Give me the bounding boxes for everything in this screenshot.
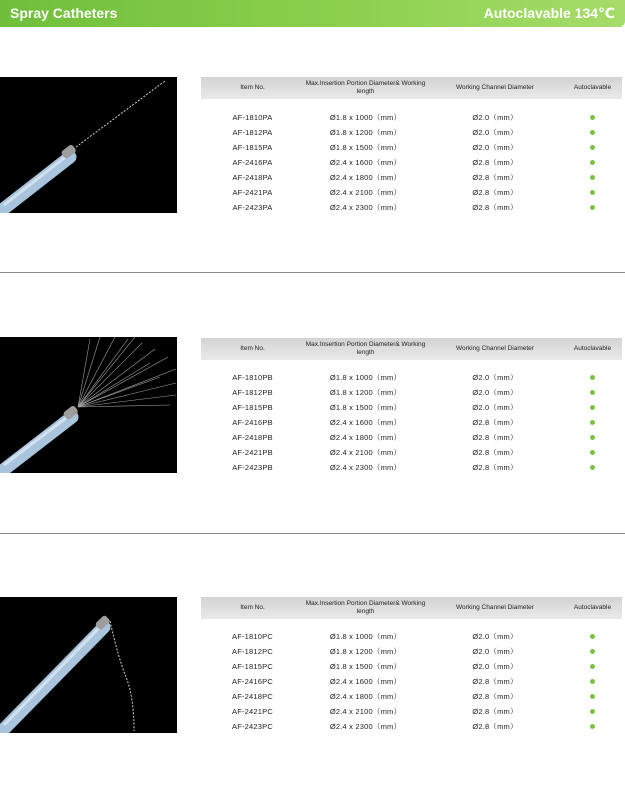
- table-row: [201, 674, 622, 689]
- item-no-cell: AF-2421PC: [232, 707, 273, 716]
- channel-cell: Ø2.8（mm）: [472, 433, 518, 442]
- item-no-cell: AF-1815PC: [232, 662, 273, 671]
- autoclavable-dot-icon: [590, 130, 595, 135]
- item-no-cell: AF-1810PC: [232, 632, 273, 641]
- header-bar: [0, 0, 625, 27]
- item-no-cell: AF-2416PB: [232, 418, 273, 427]
- table-row: [201, 704, 622, 719]
- diameter-cell: Ø2.4 x 2300（mm）: [329, 203, 402, 212]
- autoclavable-dot-icon: [590, 694, 595, 699]
- table-row: [201, 185, 622, 200]
- channel-cell: Ø2.0（mm）: [472, 632, 518, 641]
- table-row: [201, 385, 622, 400]
- col-autoclavable: Autoclavable: [573, 604, 612, 611]
- diameter-cell: Ø1.8 x 1000（mm）: [329, 113, 402, 122]
- autoclavable-dot-icon: [590, 175, 595, 180]
- autoclavable-cell: [563, 704, 622, 719]
- diameter-cell: Ø2.4 x 2300（mm）: [329, 463, 402, 472]
- col-autoclavable: Autoclavable: [573, 345, 612, 352]
- col-channel: Working Channel Diameter: [456, 84, 534, 91]
- col-item-no: Item No.: [240, 345, 265, 352]
- diameter-cell: Ø1.8 x 1000（mm）: [329, 632, 402, 641]
- item-no-cell: AF-1810PA: [232, 113, 273, 122]
- autoclavable-dot-icon: [590, 160, 595, 165]
- autoclavable-cell: [563, 385, 622, 400]
- channel-cell: Ø2.8（mm）: [472, 173, 518, 182]
- col-item-no: Item No.: [240, 604, 265, 611]
- autoclavable-cell: [563, 185, 622, 200]
- autoclavable-dot-icon: [590, 190, 595, 195]
- autoclavable-cell: [563, 125, 622, 140]
- section-divider: [0, 272, 625, 273]
- table-row: [201, 689, 622, 704]
- item-no-cell: AF-1812PB: [232, 388, 273, 397]
- col-item-no: Item No.: [240, 84, 265, 91]
- table-row: [201, 644, 622, 659]
- autoclavable-cell: [563, 674, 622, 689]
- autoclavable-cell: [563, 689, 622, 704]
- diameter-cell: Ø2.4 x 2100（mm）: [329, 448, 402, 457]
- diameter-cell: Ø1.8 x 1200（mm）: [329, 647, 402, 656]
- table-row: [201, 170, 622, 185]
- col-diameter: Max.Insertion Portion Diameter& Working length: [305, 341, 426, 356]
- item-no-cell: AF-2423PA: [232, 203, 273, 212]
- table-row: [201, 659, 622, 674]
- channel-cell: Ø2.8（mm）: [472, 677, 518, 686]
- spec-table-pb: [201, 338, 622, 475]
- diameter-cell: Ø1.8 x 1000（mm）: [329, 373, 402, 382]
- channel-cell: Ø2.0（mm）: [472, 647, 518, 656]
- autoclavable-dot-icon: [590, 205, 595, 210]
- autoclavable-cell: [563, 445, 622, 460]
- diameter-cell: Ø2.4 x 1600（mm）: [329, 418, 402, 427]
- autoclavable-cell: [563, 644, 622, 659]
- diameter-cell: Ø1.8 x 1500（mm）: [329, 403, 402, 412]
- autoclavable-dot-icon: [590, 390, 595, 395]
- channel-cell: Ø2.0（mm）: [472, 662, 518, 671]
- col-diameter: Max.Insertion Portion Diameter& Working length: [305, 600, 426, 615]
- page-title: Spray Catheters: [10, 5, 118, 21]
- item-no-cell: AF-1810PB: [232, 373, 273, 382]
- channel-cell: Ø2.8（mm）: [472, 463, 518, 472]
- item-no-cell: AF-2421PB: [232, 448, 273, 457]
- table-row: [201, 140, 622, 155]
- item-no-cell: AF-2421PA: [232, 188, 273, 197]
- autoclavable-dot-icon: [590, 465, 595, 470]
- autoclavable-cell: [563, 370, 622, 385]
- table-row: [201, 200, 622, 215]
- diameter-cell: Ø2.4 x 2100（mm）: [329, 188, 402, 197]
- autoclavable-cell: [563, 155, 622, 170]
- autoclavable-dot-icon: [590, 664, 595, 669]
- table-row: [201, 400, 622, 415]
- channel-cell: Ø2.0（mm）: [472, 388, 518, 397]
- channel-cell: Ø2.0（mm）: [472, 128, 518, 137]
- autoclavable-dot-icon: [590, 724, 595, 729]
- table-row: [201, 370, 622, 385]
- item-no-cell: AF-1815PA: [232, 143, 273, 152]
- autoclavable-cell: [563, 460, 622, 475]
- table-header: [201, 77, 622, 99]
- table-row: [201, 415, 622, 430]
- autoclavable-dot-icon: [590, 450, 595, 455]
- autoclavable-dot-icon: [590, 115, 595, 120]
- table-row: [201, 125, 622, 140]
- autoclavable-cell: [563, 400, 622, 415]
- table-header: [201, 338, 622, 360]
- autoclavable-cell: [563, 170, 622, 185]
- autoclavable-note: Autoclavable 134℃: [483, 5, 615, 21]
- autoclavable-dot-icon: [590, 709, 595, 714]
- channel-cell: Ø2.0（mm）: [472, 113, 518, 122]
- diameter-cell: Ø1.8 x 1200（mm）: [329, 128, 402, 137]
- channel-cell: Ø2.8（mm）: [472, 203, 518, 212]
- diameter-cell: Ø2.4 x 1800（mm）: [329, 692, 402, 701]
- col-autoclavable: Autoclavable: [573, 84, 612, 91]
- diameter-cell: Ø2.4 x 2100（mm）: [329, 707, 402, 716]
- table-row: [201, 110, 622, 125]
- diameter-cell: Ø2.4 x 1600（mm）: [329, 158, 402, 167]
- autoclavable-cell: [563, 140, 622, 155]
- table-header: [201, 597, 622, 619]
- diameter-cell: Ø1.8 x 1500（mm）: [329, 143, 402, 152]
- item-no-cell: AF-2418PC: [232, 692, 273, 701]
- channel-cell: Ø2.8（mm）: [472, 418, 518, 427]
- autoclavable-dot-icon: [590, 375, 595, 380]
- channel-cell: Ø2.8（mm）: [472, 188, 518, 197]
- autoclavable-dot-icon: [590, 679, 595, 684]
- item-no-cell: AF-2418PB: [232, 433, 273, 442]
- diameter-cell: Ø2.4 x 1600（mm）: [329, 677, 402, 686]
- table-row: [201, 430, 622, 445]
- autoclavable-cell: [563, 110, 622, 125]
- autoclavable-cell: [563, 659, 622, 674]
- channel-cell: Ø2.8（mm）: [472, 158, 518, 167]
- col-channel: Working Channel Diameter: [456, 604, 534, 611]
- section-divider: [0, 533, 625, 534]
- catheter-photo-straight: [0, 77, 177, 213]
- catheter-photo-side: [0, 597, 177, 733]
- channel-cell: Ø2.0（mm）: [472, 373, 518, 382]
- channel-cell: Ø2.0（mm）: [472, 143, 518, 152]
- table-row: [201, 629, 622, 644]
- item-no-cell: AF-1815PB: [232, 403, 273, 412]
- item-no-cell: AF-2416PC: [232, 677, 273, 686]
- diameter-cell: Ø2.4 x 1800（mm）: [329, 173, 402, 182]
- catheter-photo-spray: [0, 337, 177, 473]
- autoclavable-cell: [563, 629, 622, 644]
- diameter-cell: Ø1.8 x 1500（mm）: [329, 662, 402, 671]
- channel-cell: Ø2.8（mm）: [472, 448, 518, 457]
- item-no-cell: AF-2423PB: [232, 463, 273, 472]
- autoclavable-cell: [563, 719, 622, 734]
- autoclavable-cell: [563, 430, 622, 445]
- col-channel: Working Channel Diameter: [456, 345, 534, 352]
- autoclavable-dot-icon: [590, 145, 595, 150]
- item-no-cell: AF-2418PA: [232, 173, 273, 182]
- table-row: [201, 155, 622, 170]
- channel-cell: Ø2.8（mm）: [472, 722, 518, 731]
- item-no-cell: AF-1812PA: [232, 128, 273, 137]
- autoclavable-cell: [563, 415, 622, 430]
- diameter-cell: Ø2.4 x 2300（mm）: [329, 722, 402, 731]
- autoclavable-dot-icon: [590, 420, 595, 425]
- autoclavable-cell: [563, 200, 622, 215]
- spec-table-pc: [201, 597, 622, 734]
- autoclavable-dot-icon: [590, 405, 595, 410]
- diameter-cell: Ø1.8 x 1200（mm）: [329, 388, 402, 397]
- table-row: [201, 719, 622, 734]
- table-row: [201, 445, 622, 460]
- channel-cell: Ø2.8（mm）: [472, 692, 518, 701]
- channel-cell: Ø2.8（mm）: [472, 707, 518, 716]
- autoclavable-dot-icon: [590, 649, 595, 654]
- spec-table-pa: [201, 77, 622, 215]
- col-diameter: Max.Insertion Portion Diameter& Working length: [305, 80, 426, 95]
- item-no-cell: AF-2416PA: [232, 158, 273, 167]
- table-row: [201, 460, 622, 475]
- channel-cell: Ø2.0（mm）: [472, 403, 518, 412]
- autoclavable-dot-icon: [590, 435, 595, 440]
- autoclavable-dot-icon: [590, 634, 595, 639]
- diameter-cell: Ø2.4 x 1800（mm）: [329, 433, 402, 442]
- item-no-cell: AF-1812PC: [232, 647, 273, 656]
- item-no-cell: AF-2423PC: [232, 722, 273, 731]
